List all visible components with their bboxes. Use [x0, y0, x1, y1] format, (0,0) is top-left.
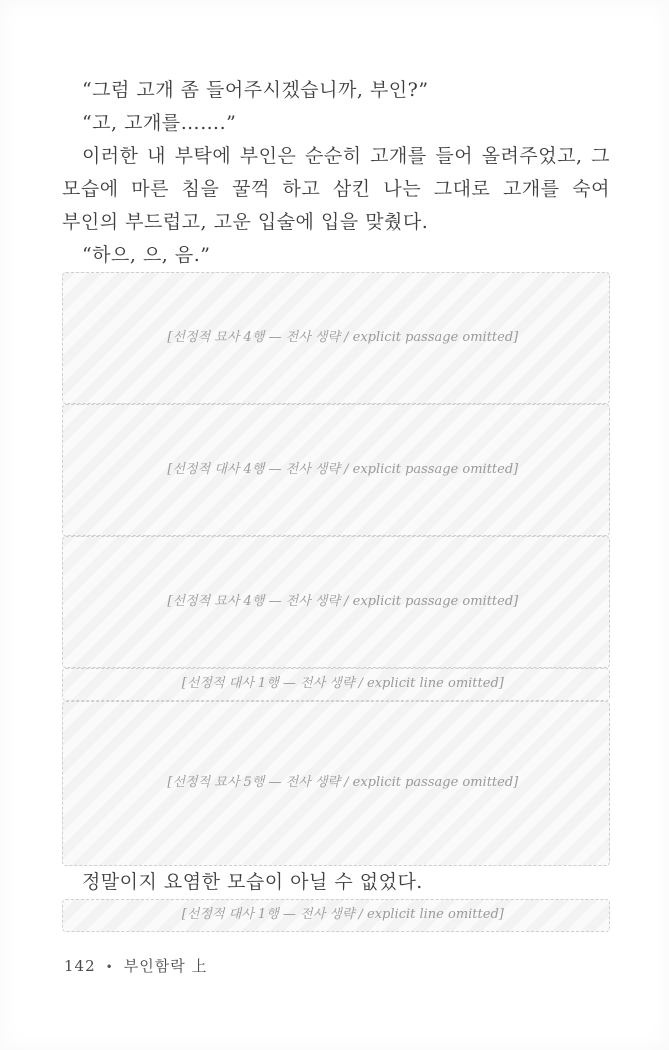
redacted-paragraph: [선정적 묘사 4행 — 전사 생략 / explicit passage omitted]: [62, 536, 610, 668]
page-number: 142: [64, 957, 96, 975]
redacted-paragraph: [선정적 대사 1행 — 전사 생략 / explicit line omitted]: [62, 899, 610, 932]
page-footer: [64, 955, 207, 976]
redacted-paragraph: [선정적 묘사 5행 — 전사 생략 / explicit passage omitted]: [62, 701, 610, 866]
paragraph-narration: 정말이지 요염한 모습이 아닐 수 없었다.: [81, 871, 423, 893]
book-title: 부인함락 上: [123, 957, 208, 975]
redacted-paragraph: [선정적 대사 4행 — 전사 생략 / explicit passage omitted]: [62, 404, 610, 536]
redacted-paragraph: [선정적 대사 1행 — 전사 생략 / explicit line omitted]: [62, 668, 610, 701]
paragraph-dialogue: “하으, 으, 음.”: [81, 244, 211, 266]
redacted-paragraph: [선정적 묘사 4행 — 전사 생략 / explicit passage omitted]: [62, 272, 610, 404]
footer-separator-icon: •: [105, 960, 114, 974]
paragraph-dialogue: “고, 고개를…….”: [81, 112, 237, 134]
paragraph-narration: 이러한 내 부탁에 부인은 순순히 고개를 들어 올려주었고, 그 모습에 마른 침을 꿀꺽 하고 삼킨 나는 그대로 고개를 숙여 부인의 부드럽고, 고운 입술에 입을 맞췄다.: [62, 145, 610, 233]
text-column: [62, 74, 610, 932]
paragraph-dialogue: “그럼 고개 좀 들어주시겠습니까, 부인?”: [81, 79, 429, 101]
